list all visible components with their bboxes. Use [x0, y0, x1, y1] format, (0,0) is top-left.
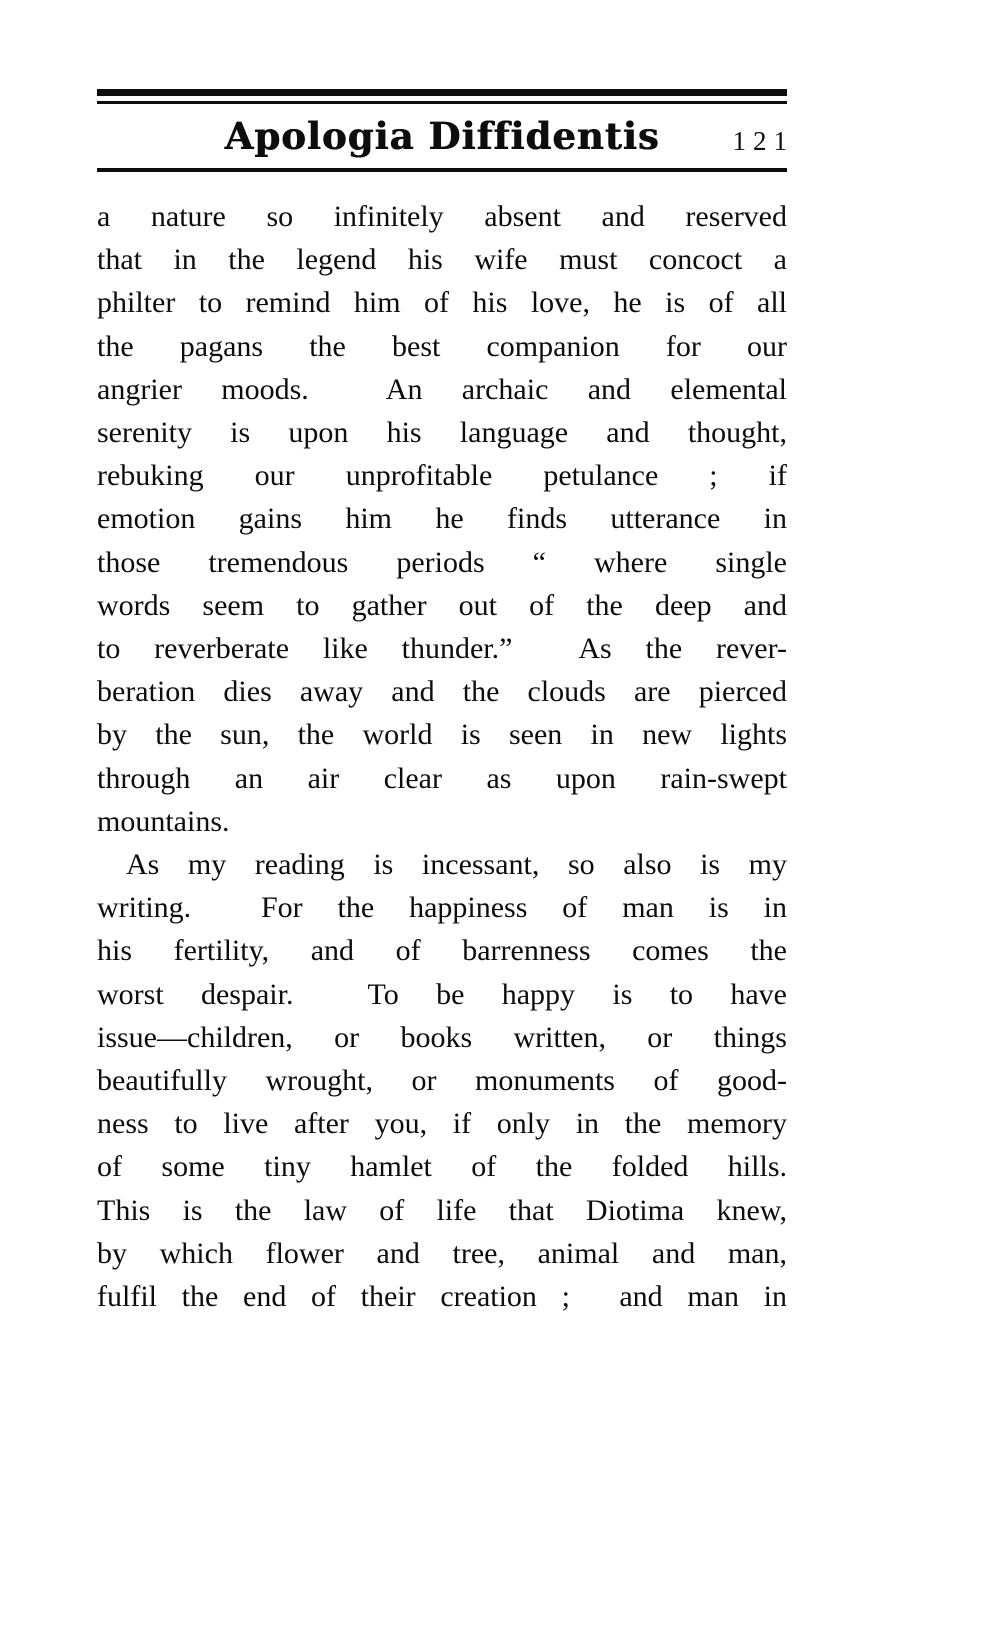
text-line: the pagans the best companion for our — [97, 329, 787, 363]
page-number: 121 — [732, 126, 794, 156]
text-line: emotion gains him he finds utterance in — [97, 502, 787, 536]
text-line: to reverberate like thunder.” As the rever- — [97, 632, 787, 666]
text-line: angrier moods. An archaic and elemental — [97, 372, 787, 406]
text-line: beration dies away and the clouds are pierced — [97, 675, 787, 709]
text-line: issue—children, or books written, or things — [97, 1020, 787, 1054]
text-line: by the sun, the world is seen in new lights — [97, 718, 787, 752]
text-line: mountains. — [97, 804, 230, 838]
header-rule-thick — [97, 89, 787, 96]
text-line: by which flower and tree, animal and man, — [97, 1236, 787, 1270]
page-column — [97, 89, 794, 1318]
text-line: of some tiny hamlet of the folded hills. — [97, 1150, 787, 1184]
running-head-row — [97, 104, 794, 168]
body-text — [97, 195, 787, 1318]
running-head-title: Apologia Diffidentis — [224, 114, 660, 158]
text-line: that in the legend his wife must concoct a — [97, 243, 787, 277]
text-line: rebuking our unprofitable petulance ; if — [97, 459, 787, 493]
text-line: fulfil the end of their creation ; and man in — [97, 1280, 787, 1314]
text-line: his fertility, and of barrenness comes the — [97, 934, 787, 968]
text-line: words seem to gather out of the deep and — [97, 588, 787, 622]
text-line: those tremendous periods “ where single — [97, 545, 787, 579]
text-line: ness to live after you, if only in the memory — [97, 1107, 787, 1141]
text-line: philter to remind him of his love, he is of all — [97, 286, 787, 320]
text-line: worst despair. To be happy is to have — [97, 977, 787, 1011]
text-line: As my reading is incessant, so also is my — [126, 848, 787, 882]
header-rule-bottom — [97, 168, 787, 172]
text-line: a nature so infinitely absent and reserved — [97, 200, 787, 233]
text-line: writing. For the happiness of man is in — [97, 891, 787, 925]
text-line: through an air clear as upon rain-swept — [97, 761, 787, 795]
text-line: This is the law of life that Diotima knew, — [97, 1193, 787, 1227]
text-line: serenity is upon his language and thought, — [97, 416, 787, 450]
text-line: beautifully wrought, or monuments of good- — [97, 1064, 787, 1098]
